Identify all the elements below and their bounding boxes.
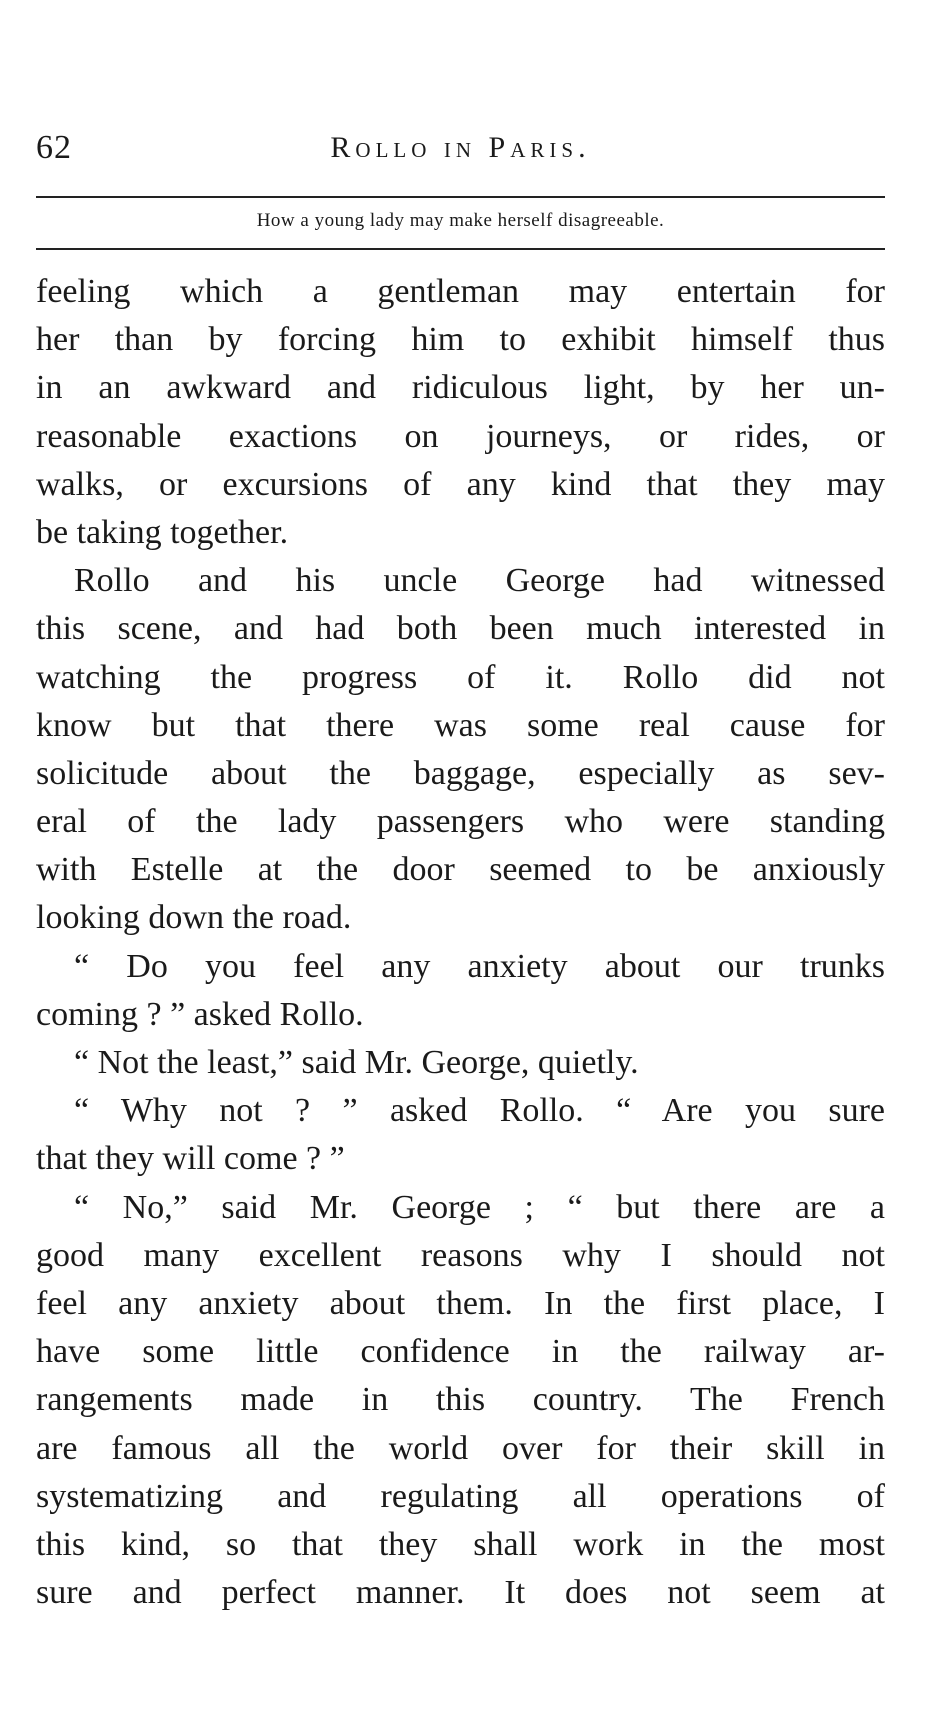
text-line: watching the progress of it. Rollo did not xyxy=(36,658,885,696)
text-line: in an awkward and ridiculous light, by her un- xyxy=(36,369,885,407)
text-line: with Estelle at the door seemed to be anxiously xyxy=(36,851,885,889)
text-line: have some little confidence in the railway ar- xyxy=(36,1333,885,1371)
text-line: “ Do you feel any anxiety about our trunks xyxy=(74,947,885,985)
header-rule-bottom xyxy=(36,248,885,250)
text-line: reasonable exactions on journeys, or rides, or xyxy=(36,417,885,455)
text-line: “ No,” said Mr. George ; “ but there are a xyxy=(74,1188,885,1226)
page-number: 62 xyxy=(36,129,72,166)
text-line: “ Not the least,” said Mr. George, quietly. xyxy=(74,1044,639,1081)
header-rule-top xyxy=(36,196,885,198)
text-line: feel any anxiety about them. In the first place, I xyxy=(36,1284,885,1322)
body-text xyxy=(36,268,885,1617)
text-line: eral of the lady passengers who were standing xyxy=(36,803,885,841)
text-line: be taking together. xyxy=(36,513,289,551)
text-line: feeling which a gentleman may entertain for xyxy=(36,273,885,310)
text-line: her than by forcing him to exhibit himself thus xyxy=(36,321,885,359)
text-line: good many excellent reasons why I should not xyxy=(36,1236,885,1274)
running-title: Rollo in Paris. xyxy=(330,131,591,164)
chapter-subhead: How a young lady may make herself disagreeable. xyxy=(256,210,665,231)
text-line: that they will come ? ” xyxy=(36,1140,345,1178)
text-line: sure and perfect manner. It does not seem at xyxy=(36,1574,885,1612)
text-line: systematizing and regulating all operations of xyxy=(36,1477,885,1515)
text-line: looking down the road. xyxy=(36,899,352,937)
text-line: know but that there was some real cause for xyxy=(36,706,885,744)
text-line: rangements made in this country. The French xyxy=(36,1381,885,1419)
text-line: walks, or excursions of any kind that they may xyxy=(36,465,885,503)
text-line: “ Why not ? ” asked Rollo. “ Are you sure xyxy=(74,1092,885,1130)
text-line: solicitude about the baggage, especially as sev- xyxy=(36,754,885,792)
text-line: coming ? ” asked Rollo. xyxy=(36,995,364,1033)
text-line: this scene, and had both been much interested in xyxy=(36,610,885,648)
text-line: this kind, so that they shall work in the most xyxy=(36,1525,885,1563)
text-line: Rollo and his uncle George had witnessed xyxy=(74,562,885,600)
text-line: are famous all the world over for their skill in xyxy=(36,1429,885,1467)
page-header xyxy=(36,128,885,168)
